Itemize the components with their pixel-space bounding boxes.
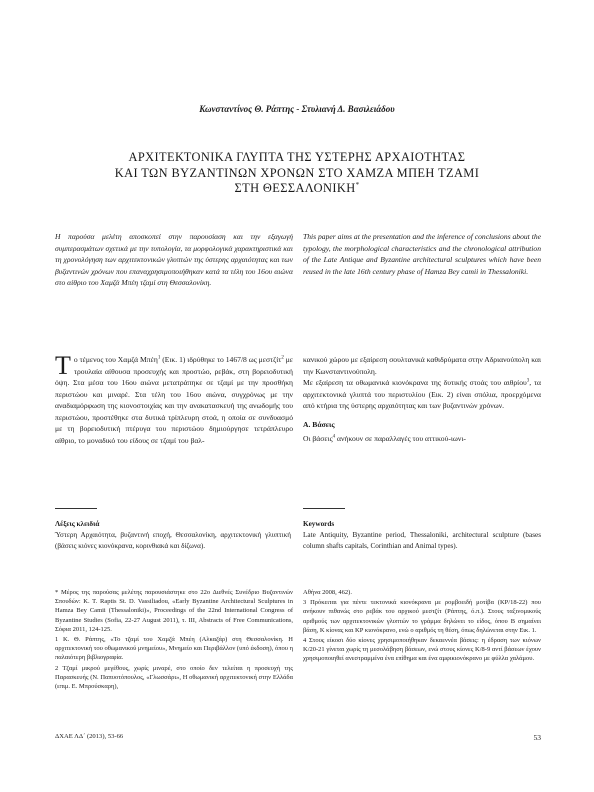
footnote-ref-2: 2 <box>281 355 284 361</box>
footnote: 2 Τζαμί μικρού μεγέθους, χωρίς μιναρέ, στο οποίο δεν τελείται η προσευχή της Παρασκευής (Ν. Παπυοτόπουλος, «Γλωσσάρι», Η οθωμανική αρχιτεκτονική στην Ελλάδα (επιμ. Ε. Μπρούσκαρη), <box>55 664 293 691</box>
title-line-3 <box>0 181 594 197</box>
abstract-english: This paper aims at the presentation and the inference of conclusions about the typology, the morphological characteristics and the chronological attribution of the Late Antique and Byzantine architectural sculptures which have been reused in the late 16th century phase of Hamza Bey camii in Thessaloniki. <box>303 232 541 276</box>
drop-cap: Τ <box>55 351 71 380</box>
body-text: ο τέμενος του Χαμζά Μπέη <box>73 355 158 364</box>
body-column-left <box>55 351 293 446</box>
body-text: με τρουλαία αίθουσα προσευχής και προστώο, ρεβάκ, στη βορειοδυτική όψη. Στα μέσα του 16ου αιώνα μετατράπηκε σε τζαμί με την προσθήκη περιστώου και μιναρέ. Στα τέλη του 16ου αιώνα, συγχρόνως με την αναδιαμόρφωση της κιονοστοιχίας και την ανακατασκευή της ανωδομής του περιστώου, προστέθηκε στα δυτικά τρίπλευρη στοά, η οποία σε συνδυασμό με τη βορειοδυτική πτέρυγα του περιστώου δημιούργησε τετράπλευρο αίθριο, το μοναδικό του είδους σε τζαμί του βαλ- <box>55 355 293 445</box>
body-column-right <box>303 354 541 445</box>
divider-rule-right <box>303 508 345 509</box>
article-title <box>0 150 594 197</box>
journal-citation: ΔΧΑΕ ΛΔ΄ (2013), 53-66 <box>55 733 124 740</box>
footnotes-right <box>303 588 541 665</box>
body-paragraph <box>303 377 541 412</box>
body-text: (Εικ. 1) ιδρύθηκε το 1467/8 ως μεστζίτ <box>160 355 282 364</box>
footnote: 1 Κ. Θ. Ράπτης, «Το τζαμί του Χαμζά Μπέη (Αλκαζάρ) στη Θεσσαλονίκη. Η αρχιτεκτονική του οθωμανικού μνημείου», Μνημείο και Περιβάλλον (υπό έκδοση), όπου η παλαιότερη βιβλιογραφία. <box>55 636 293 662</box>
title-line-2: ΚΑΙ ΤΩΝ ΒΥΖΑΝΤΙΝΩΝ ΧΡΟΝΩΝ ΣΤΟ ΧΑΜΖΑ ΜΠΕΗ ΤΖΑΜΙ <box>114 165 480 180</box>
divider-rule-left <box>55 508 97 509</box>
body-text: Οι βάσεις <box>303 434 333 443</box>
footnote: Αθήνα 2008, 462). <box>303 589 352 596</box>
body-text: Με εξαίρεση τα οθωμανικά κιονόκρανα της δυτικής στοάς του αιθρίου <box>303 378 527 387</box>
body-text: ανήκουν σε παραλλαγές του αττικού-ιωνι- <box>335 434 466 443</box>
body-text: , τα αρχιτεκτονικά γλυπτά του περιστυλίου (Εικ. 2) είναι σπόλια, προερχόμενα από κτήρια της ύστερης αρχαιότητας και των βυζαντινών χρόνων. <box>303 378 542 410</box>
body-paragraph <box>303 433 541 445</box>
abstract-greek: Η παρούσα μελέτη αποσκοπεί στην παρουσίαση και την εξαγωγή συμπερασμάτων σχετικά με την τυπολογία, τα μορφολογικά χαρακτηριστικά και τη χρονολόγηση των αρχιτεκτονικών γλυπτών της ύστερης αρχαιότητας και των βυζαντινών χρόνων που επαναχρησιμοποιήθηκαν κατά τα τέλη του 16ου αιώνα στο αίθριο του Χαμζά Μπέη τζαμί στη Θεσσαλονίκη. <box>55 232 293 287</box>
title-footnote-mark: * <box>355 180 360 189</box>
page-number: 53 <box>533 733 541 742</box>
keywords-greek-text: Ύστερη Αρχαιότητα, βυζαντινή εποχή, Θεσσαλονίκη, αρχιτεκτονική γλυπτική (βάσεις κιόνες κιονόκρανα, κορινθιακά και δίζωνα). <box>55 531 291 550</box>
footnote: 4 Στους είκοσι δύο κίονες χρησιμοποιήθηκαν δεκαεννέα βάσεις: η έδραση των κιόνων Κ/20-21 γίνεται χωρίς τη μεσολάβηση βάσεων, ενώ στους κίονες Κ/8-9 αντί βάσεων έχουν χρησιμοποιηθεί ανεστραμμένα ένα επίθημα και ένα αμφικιονόκρανο με φύλλα χαλάμου. <box>303 637 541 663</box>
keywords-greek <box>55 519 291 552</box>
footnote-ref-3: 3 <box>526 378 530 384</box>
footnote: * Μέρος της παρούσας μελέτης παρουσιάστηκε στο 22ο Διεθνές Συνέδριο Βυζαντινών Σπουδών: K. T. Raptis St. D. Vassiliadou, «Early Byzantine Architectural Sculptures in Hamza Bey Camii (Thessaloniki)», Proceedings of the 22nd International Congress of Byzantine Studies (Sofia, 22-27 August 2011), τ. III, Abstracts of Free Communications, Σόφια 2011, 124-125. <box>55 589 293 633</box>
keywords-english-text: Late Antiquity, Byzantine period, Thessaloniki, architectural sculpture (bases column shafts capitals, Corinthian and Animal types). <box>303 531 541 550</box>
footnotes-left <box>55 588 293 692</box>
authors: Κωνσταντίνος Θ. Ράπτης - Στυλιανή Δ. Βασιλειάδου <box>199 104 395 114</box>
section-heading: Α. Βάσεις <box>303 419 335 429</box>
footnote-ref-1: 1 <box>157 355 161 361</box>
footnote-ref-4: 4 <box>332 434 336 440</box>
footnote: 3 Πρόκειται για πέντε τεκτονικά κιονόκρανα με ρομβοειδή μοτίβα (ΚΡ/18-22) που ανήκουν πιθανώς στο ρεβάκ του αρχικού μεστζίτ (Ράπτης, ό.π.). Στους ταξινομικούς αριθμούς των αρχιτεκτονικών γλυπτών το γράμμα δηλώνει το είδος, όπου Β σημαίνει βάση, Κ κίονας και ΚΡ κιονόκρανο, ενώ ο αριθμός τη θέση, όπως δηλώνεται στην Εικ. 1. <box>303 599 541 634</box>
body-paragraph: κανικού χώρου με εξαίρεση σουλτανικά καθιδρύματα στην Αδριανούπολη και την Κωνσταντινούπολη. <box>303 355 541 376</box>
keywords-english <box>303 519 541 552</box>
keywords-greek-heading: Λέξεις κλειδιά <box>55 520 100 528</box>
keywords-english-heading: Keywords <box>303 520 335 528</box>
body-paragraph <box>55 351 293 446</box>
title-line-1: ΑΡΧΙΤΕΚΤΟΝΙΚΑ ΓΛΥΠΤΑ ΤΗΣ ΥΣΤΕΡΗΣ ΑΡΧΑΙΟΤΗΤΑΣ <box>128 150 466 164</box>
title-line-3-text: ΣΤΗ ΘΕΣΣΑΛΟΝΙΚΗ <box>234 181 356 195</box>
